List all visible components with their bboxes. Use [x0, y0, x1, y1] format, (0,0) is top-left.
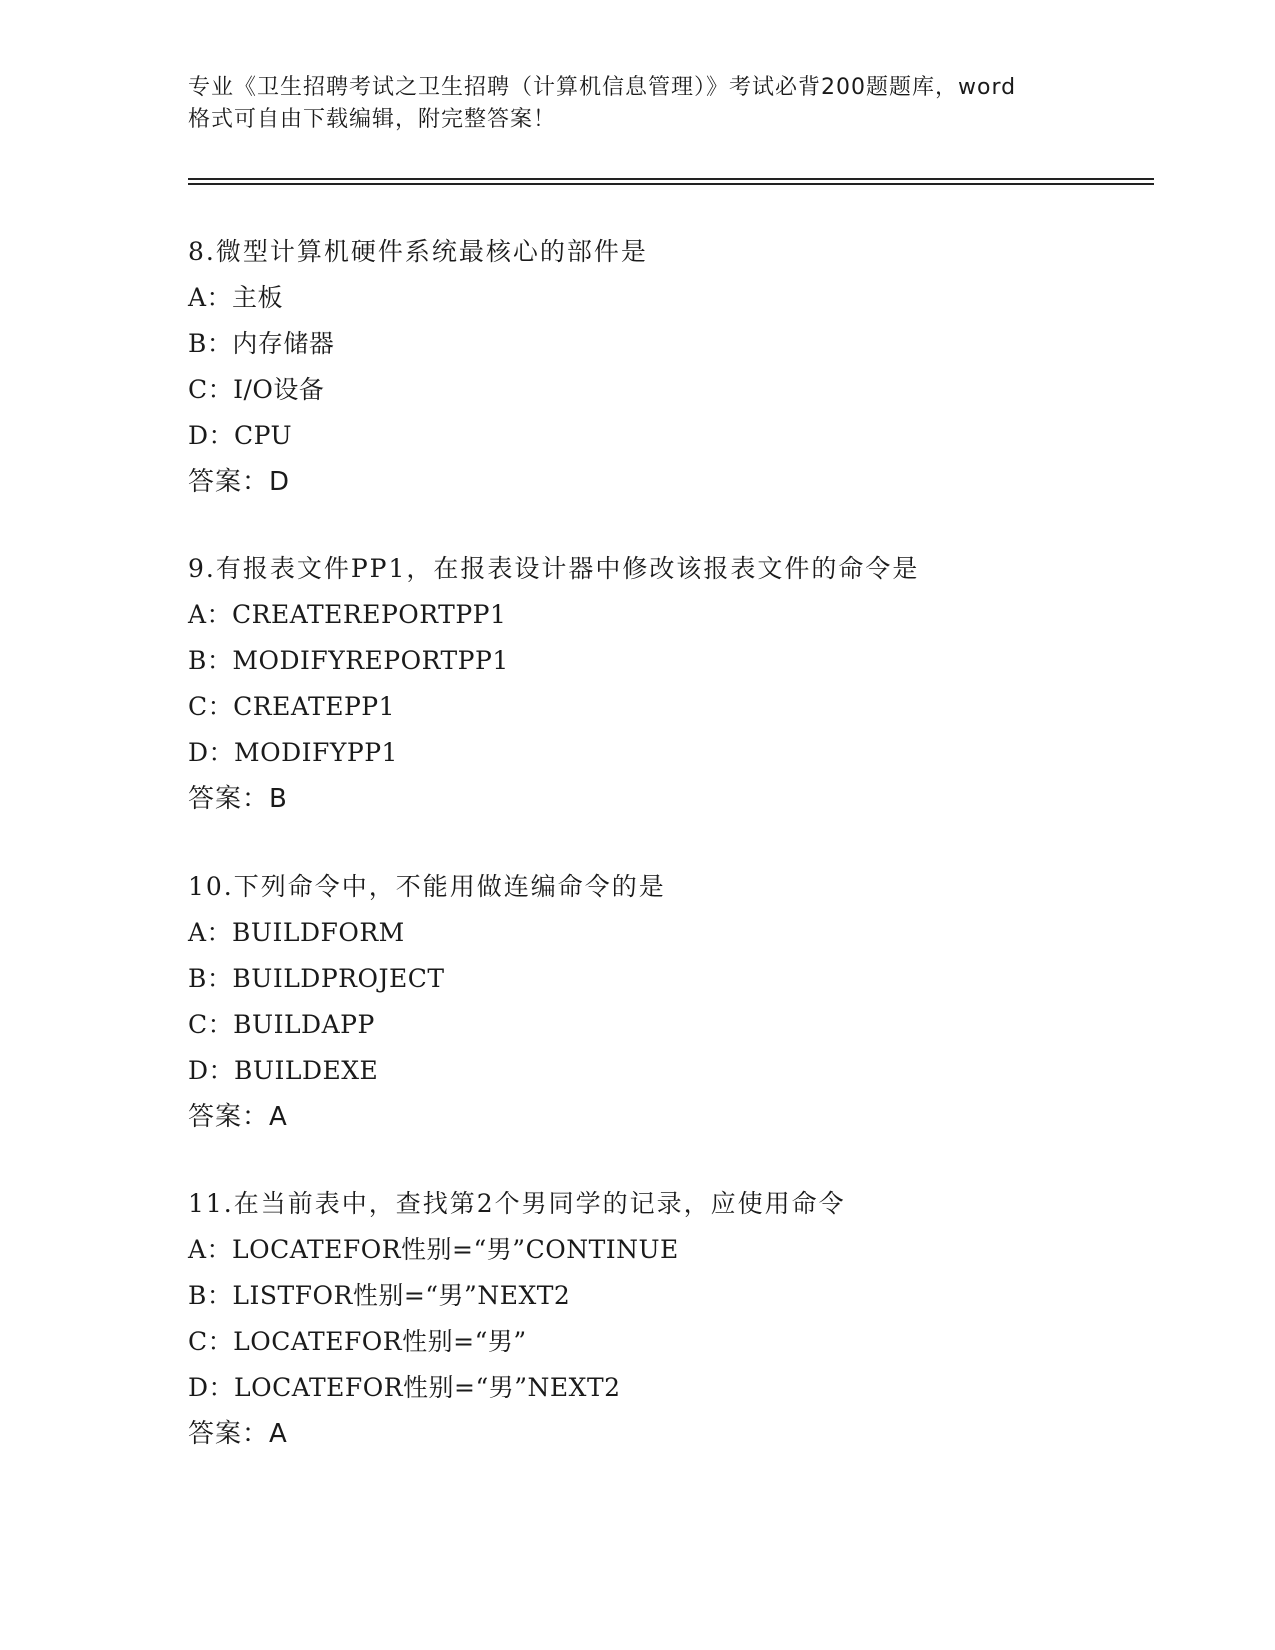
option-a: A：主板	[188, 283, 284, 312]
question-stem: 10.下列命令中，不能用做连编命令的是	[188, 872, 666, 901]
option-c: C：LOCATEFOR性别=“男”	[188, 1327, 527, 1356]
question-stem: 8.微型计算机硬件系统最核心的部件是	[188, 237, 648, 266]
answer-text: 答案：B	[188, 784, 288, 814]
header-title-line-1: 专业《卫生招聘考试之卫生招聘（计算机信息管理）》考试必背200题题库，word	[188, 75, 1017, 100]
header-divider-top	[188, 178, 1154, 180]
question-stem: 11.在当前表中，查找第2个男同学的记录，应使用命令	[188, 1189, 846, 1218]
option-a: A：CREATEREPORTPP1	[188, 600, 507, 629]
question-10	[188, 864, 1148, 1140]
option-b: B：MODIFYREPORTPP1	[188, 646, 509, 675]
document-header	[188, 72, 1088, 136]
answer-text: 答案：A	[188, 1102, 288, 1132]
option-d: D：BUILDEXE	[188, 1056, 379, 1085]
question-8	[188, 229, 1148, 505]
question-stem: 9.有报表文件PP1，在报表设计器中修改该报表文件的命令是	[188, 554, 920, 583]
question-9	[188, 546, 1148, 822]
answer-text: 答案：D	[188, 467, 291, 497]
header-divider-bottom	[188, 183, 1154, 185]
question-11	[188, 1181, 1148, 1457]
option-a: A：LOCATEFOR性别=“男”CONTINUE	[188, 1235, 679, 1264]
option-d: D：CPU	[188, 421, 293, 450]
header-title-line-2: 格式可自由下载编辑，附完整答案！	[188, 107, 557, 132]
answer-text: 答案：A	[188, 1419, 288, 1449]
option-b: B：LISTFOR性别=“男”NEXT2	[188, 1281, 571, 1310]
option-c: C：CREATEPP1	[188, 692, 395, 721]
option-d: D：LOCATEFOR性别=“男”NEXT2	[188, 1373, 621, 1402]
option-b: B：BUILDPROJECT	[188, 964, 445, 993]
option-d: D：MODIFYPP1	[188, 738, 398, 767]
option-b: B：内存储器	[188, 329, 335, 358]
option-c: C：I/O设备	[188, 375, 325, 404]
option-a: A：BUILDFORM	[188, 918, 405, 947]
option-c: C：BUILDAPP	[188, 1010, 375, 1039]
